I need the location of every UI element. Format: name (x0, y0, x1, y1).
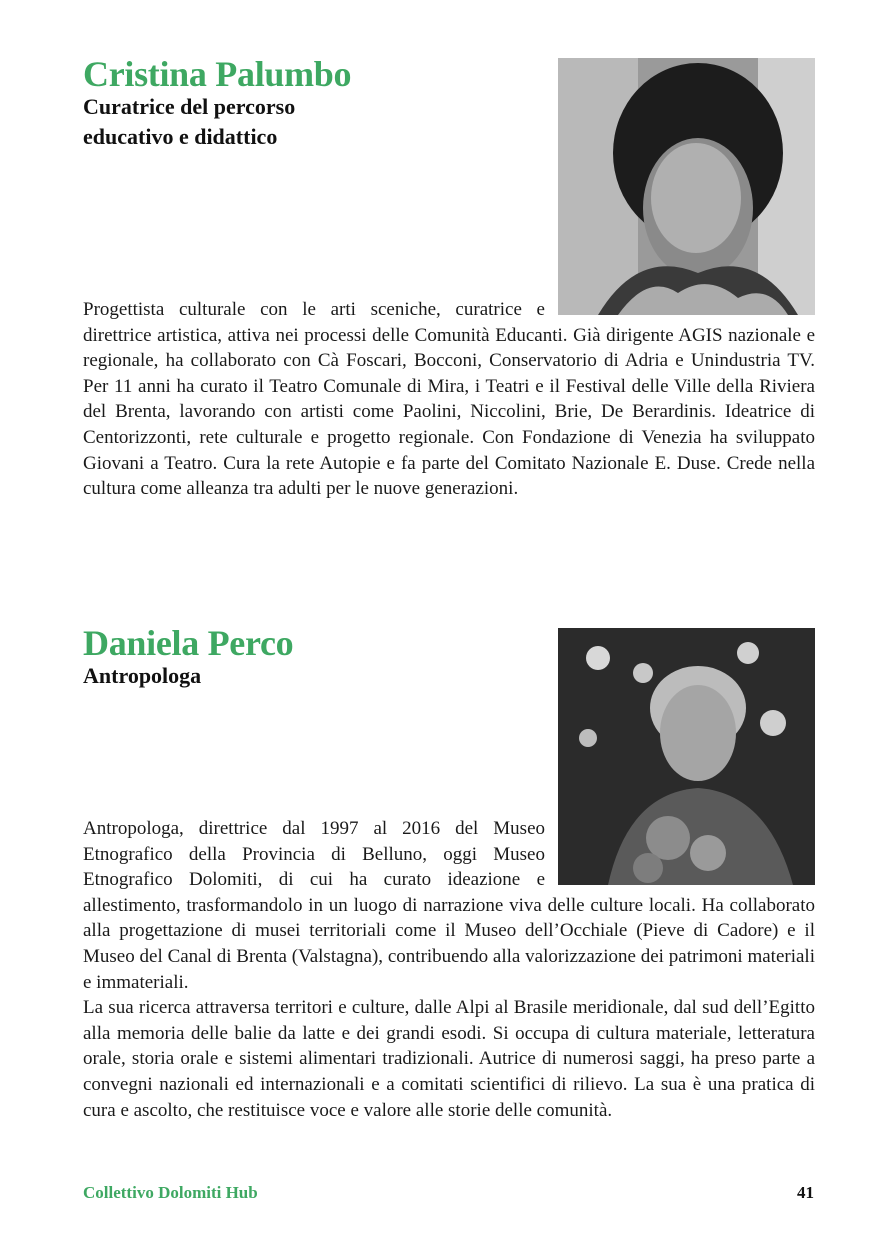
profile-role (83, 92, 295, 152)
role-line: Antropologa (83, 663, 202, 688)
role-line: Curatrice del percorso (83, 94, 296, 119)
profile-name: Cristina Palumbo (83, 54, 352, 94)
bio-paragraph: La sua ricerca attraversa territori e culture, dalle Alpi al Brasile meridionale, dal sud dell’Egitto alla memoria delle balie da latte e dei grandi esodi. Si occupa di cultura materiale, letteratura orale, storia orale e sistemi alimentari tradizionali. Autrice di numerosi saggi, ha preso parte a convegni nazionali ed internazionali e a comitati scientifici di rilievo. La sua è una pratica di cura e ascolto, che restituisce voce e valore alle storie delle comunità. (83, 997, 815, 1121)
page-number: 41 (797, 1183, 814, 1202)
bio-paragraph: Progettista culturale con le arti sceniche, curatrice e direttrice artistica, attiva nei processi delle Comunità Educanti. Già dirigente AGIS nazionale e regionale, ha collaborato con Cà Foscari, Bocconi, Conservatorio di Adria e Unindustria TV. Per 11 anni ha curato il Teatro Comunale di Mira, i Teatri e il Festival delle Ville della Riviera del Brenta, lavorando con artisti come Paolini, Niccolini, Brie, De Berardinis. Ideatrice di Centorizzonti, rete culturale e progetto regionale. Con Fondazione di Venezia ha sviluppato Giovani a Teatro. Cura la rete Autopie e fa parte del Comitato Nazionale E. Duse. Crede nella cultura come alleanza tra adulti per le nuove generazioni. (83, 299, 815, 500)
profile-name: Daniela Perco (83, 623, 294, 663)
profile-photo (558, 58, 815, 315)
profile-bio (83, 297, 815, 502)
footer-publisher: Collettivo Dolomiti Hub (83, 1183, 258, 1202)
profile-bio (83, 816, 815, 1123)
bio-paragraph: Antropologa, direttrice dal 1997 al 2016 del Museo Etnografico della Provincia di Belluno, oggi Museo Etnografico Dolomiti, di cui ha curato ideazione e allestimento, trasformandolo in un luogo di narrazione viva delle culture locali. Ha collaborato alla progettazione di musei territoriali come il Museo dell’Occhiale (Pieve di Cadore) e il Museo del Canal di Brenta (Valstagna), contribuendo alla valorizzazione dei patrimoni materiali e immateriali. (83, 818, 815, 993)
profile-role (83, 661, 201, 691)
role-line: educativo e didattico (83, 124, 278, 149)
